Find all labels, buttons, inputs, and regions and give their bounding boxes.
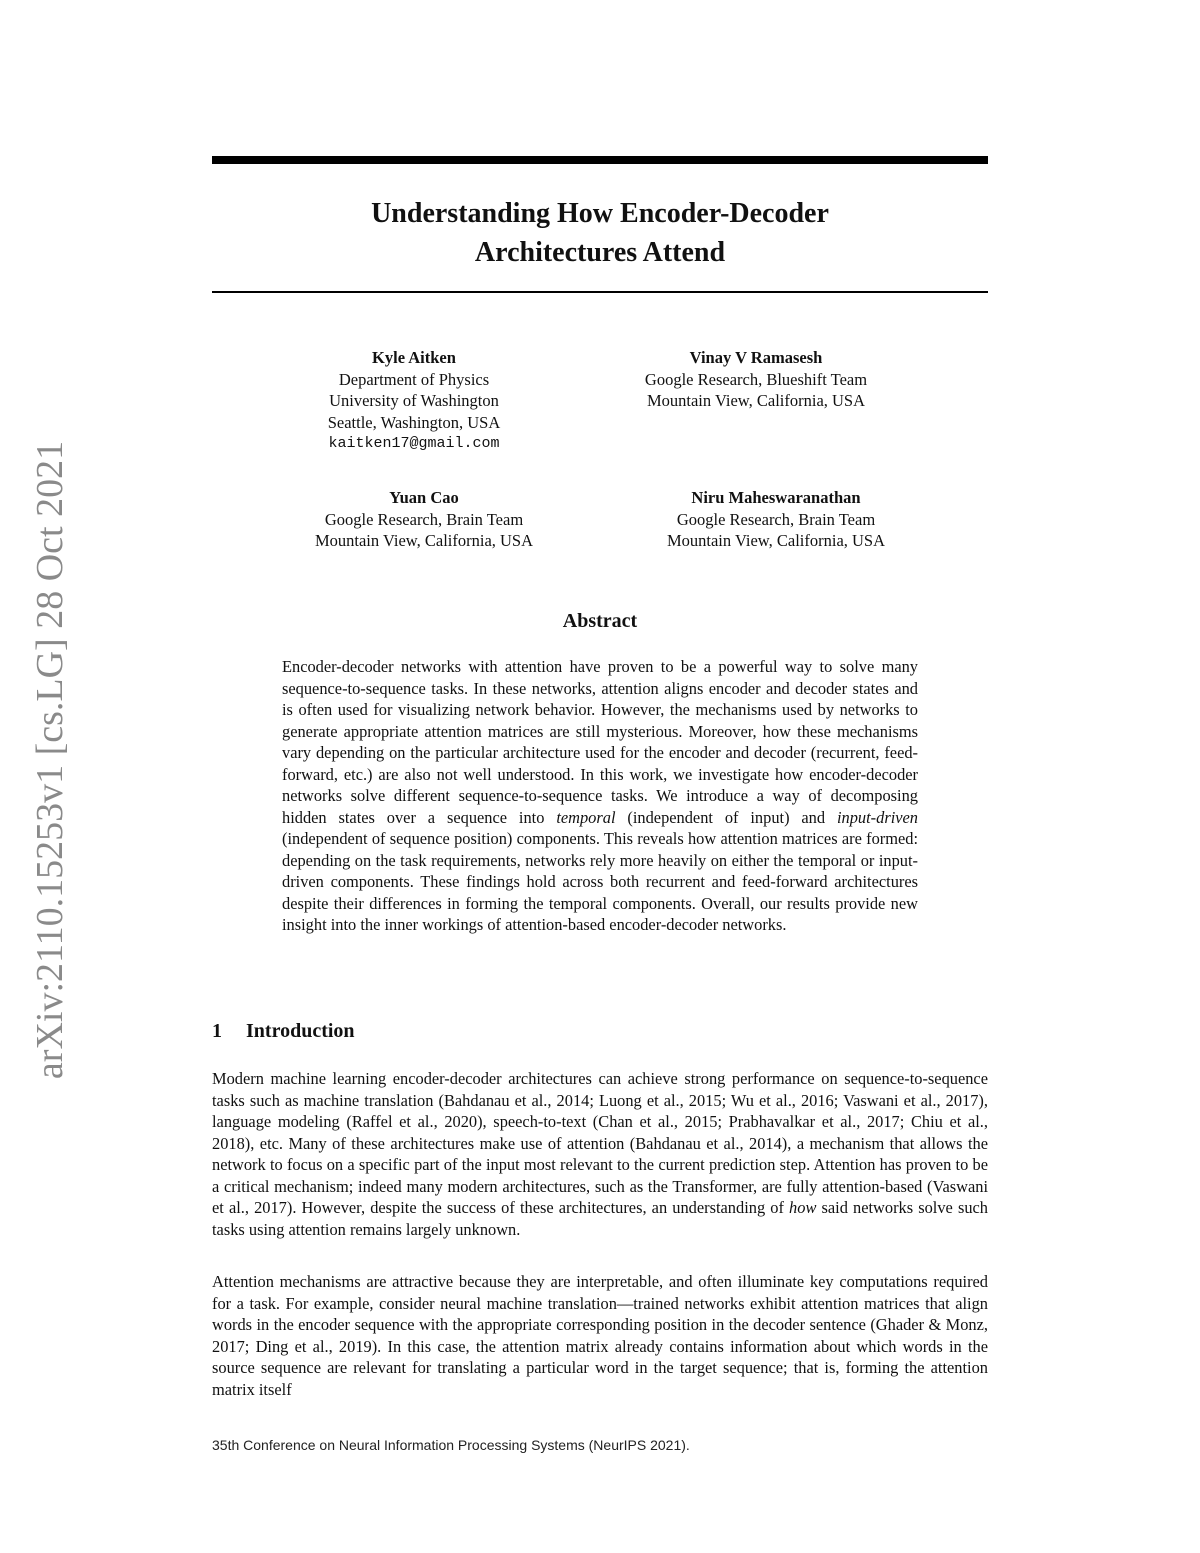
intro-paragraph-2: Attention mechanisms are attractive because they are interpretable, and often illuminate key computations required for a task. For example, consider neural machine translation—trained networks exhibit attention matrices that align words in the encoder sequence with the appropriate corresponding position in the decoder sentence (Ghader & Monz, 2017; Ding et al., 2019). In this case, the attention matrix already contains information about which words in the source sequence are relevant for translating a particular word in the target sequence; that is, forming the attention matrix itself <box>212 1272 988 1399</box>
author-block-niru-maheswaranathan <box>616 487 936 552</box>
author-block-kyle-aitken <box>254 347 574 455</box>
author-name: Niru Maheswaranathan <box>691 488 861 507</box>
abstract-text: Encoder-decoder networks with attention have proven to be a powerful way to solve many sequence-to-sequence tasks. In these networks, attention aligns encoder and decoder states and is often used for visualizing network behavior. However, the mechanisms used by networks to generate appropriate attention matrices are still mysterious. Moreover, how these mechanisms vary depending on the particular architecture used for the encoder and decoder (recurrent, feed-forward, etc.) are also not well understood. In this work, we investigate how encoder-decoder networks solve different sequence-to-sequence tasks. We introduce a way of decomposing hidden states over a sequence into <box>282 657 918 827</box>
author-location: Mountain View, California, USA <box>666 531 886 550</box>
author-affiliation: University of Washington <box>329 391 499 410</box>
arxiv-identifier-stamp: arXiv:2110.15253v1 [cs.LG] 28 Oct 2021 <box>29 440 71 1080</box>
paragraph-emphasis-how: how <box>789 1198 817 1217</box>
paragraph-text: said networks solve such tasks using attention remains largely unknown. <box>212 1198 988 1239</box>
abstract-emphasis-temporal: temporal <box>556 807 616 827</box>
author-affiliation: Google Research, Brain Team <box>676 509 876 529</box>
author-affiliation: Google Research, Blueshift Team <box>644 369 868 389</box>
author-name: Vinay V Ramasesh <box>689 348 823 367</box>
abstract-heading: Abstract <box>562 610 638 632</box>
title-bottom-rule <box>212 291 988 293</box>
author-location: Seattle, Washington, USA <box>327 412 501 432</box>
conference-footnote: 35th Conference on Neural Information Processing Systems (NeurIPS 2021). <box>212 1437 690 1453</box>
paragraph-text: Modern machine learning encoder-decoder architectures can achieve strong performance on sequence-to-sequence tasks such as machine translation (Bahdanau et al., 2014; Luong et al., 2015; Wu et al., 2016; Vaswani et al., 2017), language modeling (Raffel et al., 2020), speech-to-text (Chan et al., 2015; Prabhavalkar et al., 2017; Chiu et al., 2018), etc. Many of these architectures make use of attention (Bahdanau et al., 2014), a mechanism that allows the network to focus on a specific part of the input most relevant to the current prediction step. Attention has proven to be a critical mechanism; indeed many modern architectures, such as the Transformer, are fully attention-based (Vaswani et al., 2017). However, despite the success of these architectures, an understanding of <box>212 1069 988 1217</box>
author-name: Kyle Aitken <box>372 348 456 367</box>
title-top-rule <box>212 156 988 164</box>
author-block-yuan-cao <box>264 487 584 552</box>
section-number: 1 <box>212 1020 222 1042</box>
paper-title <box>212 194 988 272</box>
section-title: Introduction <box>246 1020 355 1042</box>
author-location: Mountain View, California, USA <box>314 531 534 550</box>
abstract-body <box>282 656 918 936</box>
section-heading-introduction <box>212 1018 812 1044</box>
author-block-vinay-ramasesh <box>596 347 916 412</box>
author-email: kaitken17@gmail.com <box>328 435 500 452</box>
paper-title-line-2: Architectures Attend <box>474 237 726 268</box>
author-affiliation: Department of Physics <box>338 369 490 389</box>
paper-title-line-1: Understanding How Encoder-Decoder <box>371 198 829 229</box>
intro-paragraph-1 <box>212 1068 988 1240</box>
abstract-emphasis-input-driven: input-driven <box>836 807 918 827</box>
author-affiliation: Google Research, Brain Team <box>324 509 524 529</box>
author-name: Yuan Cao <box>389 488 459 507</box>
abstract-text: (independent of input) and <box>615 807 837 827</box>
author-location: Mountain View, California, USA <box>646 391 866 410</box>
abstract-text: (independent of sequence position) components. This reveals how attention matrices are formed: depending on the task requirements, networks rely more heavily on either the temporal or input-driven components. These findings hold across both recurrent and feed-forward architectures despite their differences in forming the temporal components. Overall, our results provide new insight into the inner workings of attention-based encoder-decoder networks. <box>282 829 918 934</box>
